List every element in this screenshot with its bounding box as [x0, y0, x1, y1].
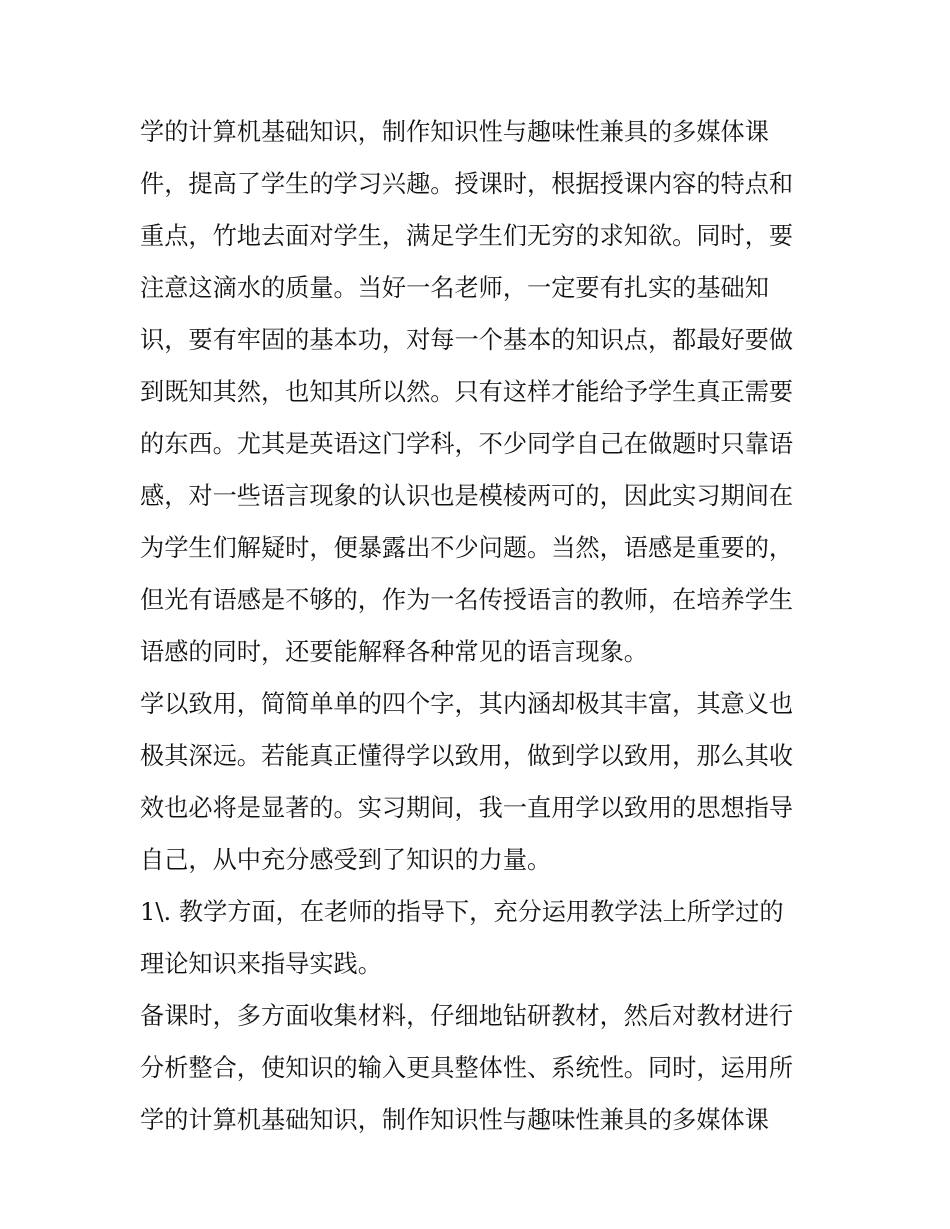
text-line: 学以致用，简简单单的四个字，其内涵却极其丰富，其意义也 — [140, 690, 794, 718]
text-line: 感，对一些语言现象的认识也是模棱两可的，因此实习期间在 — [140, 482, 794, 510]
text-line: 识，要有牢固的基本功，对每一个基本的知识点，都最好要做 — [140, 326, 794, 354]
text-line: 学的计算机基础知识，制作知识性与趣味性兼具的多媒体课 — [140, 1106, 769, 1134]
text-line: 极其深远。若能真正懂得学以致用，做到学以致用，那么其收 — [140, 742, 794, 770]
text-line: 的东西。尤其是英语这门学科，不少同学自己在做题时只靠语 — [140, 430, 794, 458]
text-line: 分析整合，使知识的输入更具整体性、系统性。同时，运用所 — [140, 1054, 794, 1082]
document-body — [140, 106, 816, 1146]
text-line: 理论知识来指导实践。 — [140, 950, 382, 978]
text-line: 件，提高了学生的学习兴趣。授课时，根据授课内容的特点和 — [140, 170, 794, 198]
text-line: 但光有语感是不够的，作为一名传授语言的教师，在培养学生 — [140, 586, 794, 614]
text-line: 1\. 教学方面，在老师的指导下，充分运用教学法上所学过的 — [140, 898, 784, 926]
text-line: 自己，从中充分感受到了知识的力量。 — [140, 846, 552, 874]
text-line: 备课时，多方面收集材料，仔细地钻研教材，然后对教材进行 — [140, 1002, 794, 1030]
text-line: 注意这滴水的质量。当好一名老师，一定要有扎实的基础知 — [140, 274, 769, 302]
text-line: 重点，竹地去面对学生，满足学生们无穷的求知欲。同时，要 — [140, 222, 794, 250]
text-line: 为学生们解疑时，便暴露出不少问题。当然，语感是重要的， — [140, 534, 794, 562]
text-line: 到既知其然，也知其所以然。只有这样才能给予学生真正需要 — [140, 378, 794, 406]
text-line: 效也必将是显著的。实习期间，我一直用学以致用的思想指导 — [140, 794, 794, 822]
text-line: 学的计算机基础知识，制作知识性与趣味性兼具的多媒体课 — [140, 118, 769, 146]
text-line: 语感的同时，还要能解释各种常见的语言现象。 — [140, 638, 648, 666]
